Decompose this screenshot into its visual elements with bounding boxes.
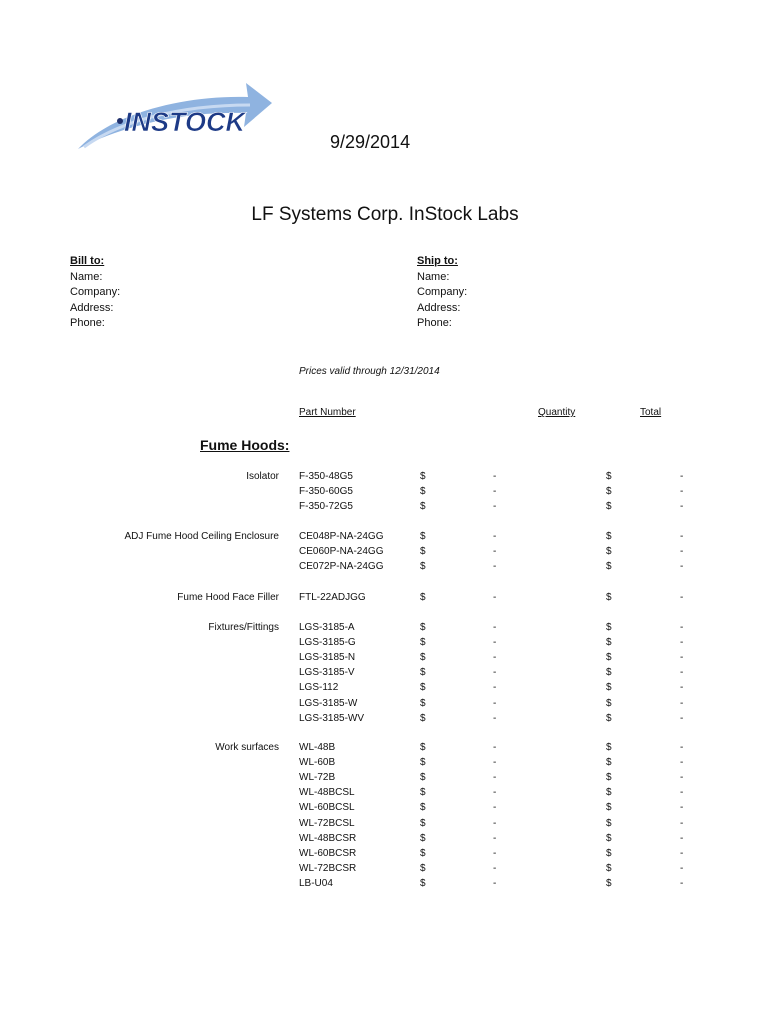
total-value: - [680,622,684,633]
unit-price-value: - [493,561,497,573]
total-value: - [680,742,684,753]
unit-price-value: - [493,862,497,874]
section-title-fume-hoods: Fume Hoods: [200,437,290,453]
total-currency: $ [606,877,612,889]
total-value: - [680,862,684,874]
unit-price-currency: $ [420,802,426,814]
unit-price-currency: $ [420,501,426,513]
total-value: - [680,667,684,679]
unit-price-currency: $ [420,862,426,874]
unit-price-value: - [493,712,497,724]
unit-price-value: - [493,847,497,859]
total-currency: $ [606,592,612,603]
total-value: - [680,757,684,769]
bill-to-heading: Bill to: [70,255,105,267]
part-number-cell: WL-48BCSR [299,832,357,844]
total-currency: $ [606,832,612,844]
unit-price-currency: $ [420,592,426,603]
unit-price-currency: $ [420,486,426,498]
bill-to-company-label: Company: [70,286,121,299]
total-currency: $ [606,486,612,498]
total-value: - [680,712,684,724]
total-currency: $ [606,682,612,694]
part-number-cell: WL-72BCSR [299,862,357,874]
category-label: ADJ Fume Hood Ceiling Enclosure [124,531,279,542]
category-label: Fume Hood Face Filler [177,592,279,603]
total-value: - [680,802,684,814]
unit-price-value: - [493,501,497,513]
category-label: Work surfaces [215,742,279,753]
unit-price-currency: $ [420,561,426,573]
total-currency: $ [606,531,612,542]
total-value: - [680,546,684,558]
total-currency: $ [606,667,612,679]
unit-price-value: - [493,622,497,633]
unit-price-currency: $ [420,877,426,889]
part-number-cell: LGS-3185-G [299,637,356,649]
category-label: Isolator [246,471,279,482]
unit-price-value: - [493,817,497,829]
total-currency: $ [606,802,612,814]
part-number-cell: LGS-3185-V [299,667,355,679]
unit-price-currency: $ [420,832,426,844]
total-currency: $ [606,652,612,664]
total-value: - [680,486,684,498]
total-currency: $ [606,546,612,558]
unit-price-currency: $ [420,682,426,694]
ship-to-heading: Ship to: [417,255,458,267]
total-value: - [680,832,684,844]
part-number-cell: CE048P-NA-24GG [299,531,384,542]
column-header-quantity: Quantity [538,407,576,418]
ship-to-block [417,254,467,332]
total-value: - [680,697,684,709]
part-number-cell: WL-72B [299,772,336,784]
total-value: - [680,561,684,573]
total-currency: $ [606,757,612,769]
part-number-cell: LGS-3185-N [299,652,356,664]
part-number-cell: WL-48BCSL [299,787,355,799]
part-number-cell: F-350-48G5 [299,471,353,482]
instock-logo [70,75,280,155]
unit-price-value: - [493,682,497,694]
ship-to-company-label: Company: [417,286,468,299]
total-value: - [680,847,684,859]
unit-price-value: - [493,787,497,799]
total-value: - [680,637,684,649]
unit-price-value: - [493,546,497,558]
total-currency: $ [606,772,612,784]
total-currency: $ [606,471,612,482]
ship-to-name-label: Name: [417,270,450,283]
part-number-cell: WL-60BCSR [299,847,357,859]
total-value: - [680,471,684,482]
column-header-total: Total [640,407,662,418]
unit-price-value: - [493,772,497,784]
unit-price-currency: $ [420,531,426,542]
unit-price-currency: $ [420,757,426,769]
unit-price-value: - [493,652,497,664]
unit-price-currency: $ [420,546,426,558]
part-number-cell: WL-48B [299,742,336,753]
unit-price-value: - [493,637,497,649]
unit-price-value: - [493,667,497,679]
category-label: Fixtures/Fittings [208,622,279,633]
total-currency: $ [606,817,612,829]
part-number-cell: F-350-60G5 [299,486,353,498]
total-value: - [680,772,684,784]
unit-price-currency: $ [420,622,426,633]
unit-price-currency: $ [420,742,426,753]
part-number-cell: WL-72BCSL [299,817,355,829]
part-number-cell: WL-60BCSL [299,802,355,814]
bill-to-phone-label: Phone: [70,317,105,330]
part-number-cell: CE060P-NA-24GG [299,546,384,558]
part-number-cell: CE072P-NA-24GG [299,561,384,573]
part-number-cell: LB-U04 [299,877,333,889]
ship-to-address-label: Address: [417,301,461,314]
total-value: - [680,682,684,694]
bill-to-block [70,254,120,332]
bill-to-address-label: Address: [70,301,114,314]
total-currency: $ [606,622,612,633]
unit-price-value: - [493,471,497,482]
unit-price-currency: $ [420,787,426,799]
unit-price-currency: $ [420,471,426,482]
part-number-cell: F-350-72G5 [299,501,353,513]
unit-price-currency: $ [420,712,426,724]
unit-price-currency: $ [420,667,426,679]
unit-price-value: - [493,486,497,498]
total-value: - [680,787,684,799]
unit-price-value: - [493,531,497,542]
total-value: - [680,652,684,664]
column-header-part-number: Part Number [299,407,356,418]
total-currency: $ [606,862,612,874]
total-value: - [680,592,684,603]
total-value: - [680,877,684,889]
unit-price-currency: $ [420,652,426,664]
document-title: LF Systems Corp. InStock Labs [251,204,519,225]
total-currency: $ [606,742,612,753]
unit-price-currency: $ [420,697,426,709]
unit-price-currency: $ [420,817,426,829]
part-number-cell: WL-60B [299,757,336,769]
unit-price-currency: $ [420,637,426,649]
unit-price-currency: $ [420,772,426,784]
total-value: - [680,817,684,829]
unit-price-value: - [493,802,497,814]
total-value: - [680,501,684,513]
total-currency: $ [606,847,612,859]
unit-price-value: - [493,742,497,753]
ship-to-phone-label: Phone: [417,317,452,330]
unit-price-value: - [493,877,497,889]
part-number-cell: LGS-112 [299,682,339,694]
total-currency: $ [606,712,612,724]
unit-price-value: - [493,697,497,709]
unit-price-value: - [493,592,497,603]
bill-to-name-label: Name: [70,270,103,283]
total-currency: $ [606,561,612,573]
total-currency: $ [606,501,612,513]
part-number-cell: LGS-3185-WV [299,712,365,724]
total-currency: $ [606,697,612,709]
unit-price-currency: $ [420,847,426,859]
total-currency: $ [606,637,612,649]
total-value: - [680,531,684,542]
document-date: 9/29/2014 [330,132,411,152]
unit-price-value: - [493,832,497,844]
unit-price-value: - [493,757,497,769]
part-number-cell: LGS-3185-A [299,622,355,633]
prices-valid-note: Prices valid through 12/31/2014 [299,366,440,377]
svg-text:INSTOCK: INSTOCK [124,107,246,137]
total-currency: $ [606,787,612,799]
part-number-cell: FTL-22ADJGG [299,592,366,603]
part-number-cell: LGS-3185-W [299,697,358,709]
